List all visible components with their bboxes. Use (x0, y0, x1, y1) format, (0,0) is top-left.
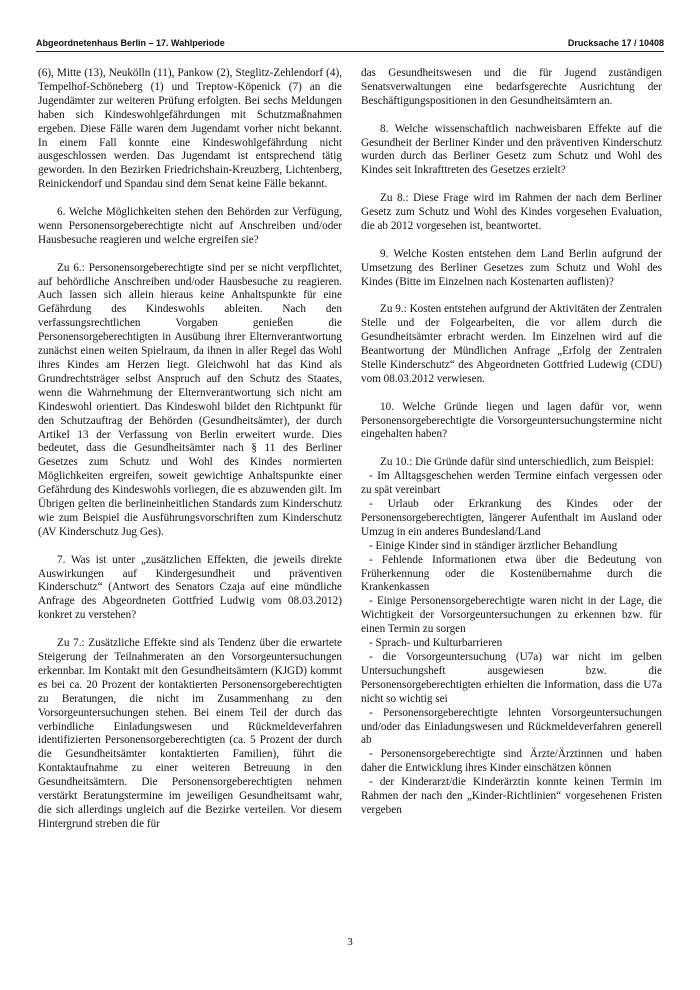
header-document-number: Drucksache 17 / 10408 (567, 38, 664, 48)
list-item: - Fehlende Informationen etwa über die Bedeutung von Früherkennung oder die Kostenübernahme durch die Krankenkassen (361, 553, 662, 594)
header-parliament: Abgeordnetenhaus Berlin – 17. Wahlperiode (36, 38, 225, 48)
list-item: - Einige Personensorgeberechtigte waren nicht in der Lage, die Wichtigkeit der Vorsorgeuntersuchungen zu erkennen bzw. für einen Termin zu sorgen (361, 595, 662, 636)
right-column (361, 67, 662, 818)
page-number: 3 (347, 936, 353, 948)
paragraph: (6), Mitte (13), Neukölln (11), Pankow (2), Steglitz-Zehlendorf (4), Tempelhof-Schöneberg (1) und Treptow-Köpenick (7) an die Jugendämter zur weiteren Prüfung erfolgten. Bei sechs Meldungen haben sich Kindeswohlgefährdungen mit Schutzmaßnahmen ergeben. Diese Fälle waren dem Jugendamt vorher nicht bekannt. In einem Fall konnte eine Kindeswohlgefährdung nicht ausgeschlossen werden. Das Jugendamt ist entsprechend tätig geworden. In den Bezirken Friedrichshain-Kreuzberg, Lichtenberg, Reinickendorf und Spandau sind dem Senat keine Fälle bekannt. (38, 67, 342, 191)
question-6: 6. Welche Möglichkeiten stehen den Behörden zur Verfügung, wenn Personensorgeberechtigte nicht auf Anschreiben und/oder Hausbesuche reagieren und welche ergreifen sie? (38, 206, 342, 246)
question-9: 9. Welche Kosten entstehen dem Land Berlin aufgrund der Umsetzung des Berliner Gesetzes zum Schutz und Wohl des Kindes (Bitte im Einzelnen nach Kostenarten auflisten)? (361, 247, 662, 288)
answer-6: Zu 6.: Personensorgeberechtigte sind per se nicht verpflichtet, auf behördliche Anschreiben und/oder Hausbesuche zu reagieren. Auch lassen sich allein hieraus keine Anhaltspunkte für eine Gefährdung des Kindeswohls ableiten. Nach den verfassungsrechtlichen Vorgaben genießen die Personensorgeberechtigten in Ausübung ihrer Elternverantwortung zunächst einen weiten Spielraum, da ihnen in aller Regel das Wohl ihres Kindes am Herzen liegt. Gleichwohl hat das Kind als Grundrechtsträger selbst Anspruch auf den Schutz des Staates, wenn die Wahrnehmung der Elternverantwortung sich nicht am Kindeswohl orientiert. Das Kindeswohl bildet den Richtpunkt für den Schutzauftrag der Behörden (Gesundheitsämter), der durch Artikel 13 der Verfassung von Berlin erweitert wurde. Dies bedeutet, dass die Gesundheitsämter nach § 11 des Berliner Gesetzes zum Schutz und Wohl des Kindes normierten Möglichkeiten ergreifen, soweit gewichtige Anhaltspunkte einer Gefährdung des Kindeswohls vorliegen, die es abzuwenden gilt. Im Übrigen gelten die berlineinheitlichen Standards zum Kinderschutz wie zum Beispiel die Ausführungsvorschriften zum Kinderschutz (AV Kinderschutz Jug Ges). (38, 261, 342, 538)
list-item: - Urlaub oder Erkrankung des Kindes oder der Personensorgeberechtigten, längerer Aufenthalt im Ausland oder Umzug in ein anderes Bundesland/Land (361, 498, 662, 538)
question-7: 7. Was ist unter „zusätzlichen Effekten, die jeweils direkte Auswirkungen auf Kindergesundheit und präventiven Kinderschutz“ (Antwort des Senators Czaja auf eine mündliche Anfrage des Abgeordneten Gottfried Ludwig vom 08.03.2012) konkret zu verstehen? (38, 553, 342, 622)
answer-10-intro: Zu 10.: Die Gründe dafür sind unterschiedlich, zum Beispiel: (380, 456, 655, 469)
list-item: - der Kinderarzt/die Kinderärztin konnte keinen Termin im Rahmen der nach den „Kinder-Richtlinien“ vorgesehenen Fristen vergeben (361, 776, 662, 816)
list-item: - Personensorgeberechtigte lehnten Vorsorgeuntersuchungen und/oder das Einladungswesen und Rückmeldeverfahren generell ab (361, 706, 662, 747)
list-item: - Sprach- und Kulturbarrieren (369, 637, 503, 650)
answer-7: Zu 7.: Zusätzliche Effekte sind als Tendenz über die erwartete Steigerung der Teilnahmeraten an den Vorsorgeuntersuchungen erkennbar. Im Kontakt mit den Gesundheitsämtern (KJGD) kommt es bei ca. 20 Prozent der kontaktierten Personensorgeberechtigten zu Beratungen, die nicht im Zusammenhang zu den Vorsorgeuntersuchungen stehen. Bei einem Teil der durch das verbindliche Einladungswesen und Rückmeldeverfahren identifizierten Personensorgeberechtigten (ca. 5 Prozent der durch die Gesundheitsämter kontaktierten Familien), führt die Kontaktaufnahme zu einer weiteren Betreuung in den Gesundheitsämtern. Die Personensorgeberechtigten nehmen verstärkt Beratungstermine im jeweiligen Gesundheitsamt wahr, die sich allerdings ungleich auf die Bezirke verteilen. Vor diesem Hintergrund streben die für (38, 637, 342, 830)
answer-9: Zu 9.: Kosten entstehen aufgrund der Aktivitäten der Zentralen Stelle und der Folgearbeiten, die vor allem durch die Gesundheitsämter erbracht werden. Im Einzelnen wird auf die Beantwortung der Mündlichen Anfrage „Erfolg der Zentralen Stelle Kinderschutz“ des Abgeordneten Gottfried Ludewig (CDU) vom 08.03.2012 verwiesen. (361, 303, 662, 385)
list-item: - Personensorgeberechtigte sind Ärzte/Ärztinnen und haben daher die Entwicklung ihres Kinder einschätzen können (361, 748, 662, 775)
question-10: 10. Welche Gründe liegen und lagen dafür vor, wenn Personensorgeberechtigte die Vorsorgeuntersuchungstermine nicht eingehalten haben? (361, 400, 662, 441)
answer-7-continued: das Gesundheitswesen und die für Jugend zuständigen Senatsverwaltungen eine bedarfsgerechte Ausrichtung der Beschäftigungspositionen in den Gesundheitsämtern an. (361, 67, 662, 107)
list-item: - die Vorsorgeuntersuchung (U7a) war nicht im gelben Untersuchungsheft ausgewiesen bzw. die Personensorgeberechtigten erhielten die Information, dass die U7a nicht so wichtig sei (361, 650, 662, 705)
list-item: - Im Alltagsgeschehen werden Termine einfach vergessen oder zu spät vereinbart (361, 470, 662, 497)
answer-8: Zu 8.: Diese Frage wird im Rahmen der nach dem Berliner Gesetz zum Schutz und Wohl des Kindes vorgesehen Evaluation, die ab 2012 vorgesehen ist, beantwortet. (361, 192, 662, 232)
question-8: 8. Welche wissenschaftlich nachweisbaren Effekte auf die Gesundheit der Berliner Kinder und den präventiven Kinderschutz wurden durch das Berliner Gesetz zum Schutz und Wohl des Kindes seit Inkrafttreten des Gesetzes erzielt? (361, 122, 662, 177)
page-header (36, 38, 664, 52)
left-column (38, 67, 342, 832)
reasons-list (361, 470, 662, 818)
list-item: - Einige Kinder sind in ständiger ärztlicher Behandlung (369, 539, 618, 552)
